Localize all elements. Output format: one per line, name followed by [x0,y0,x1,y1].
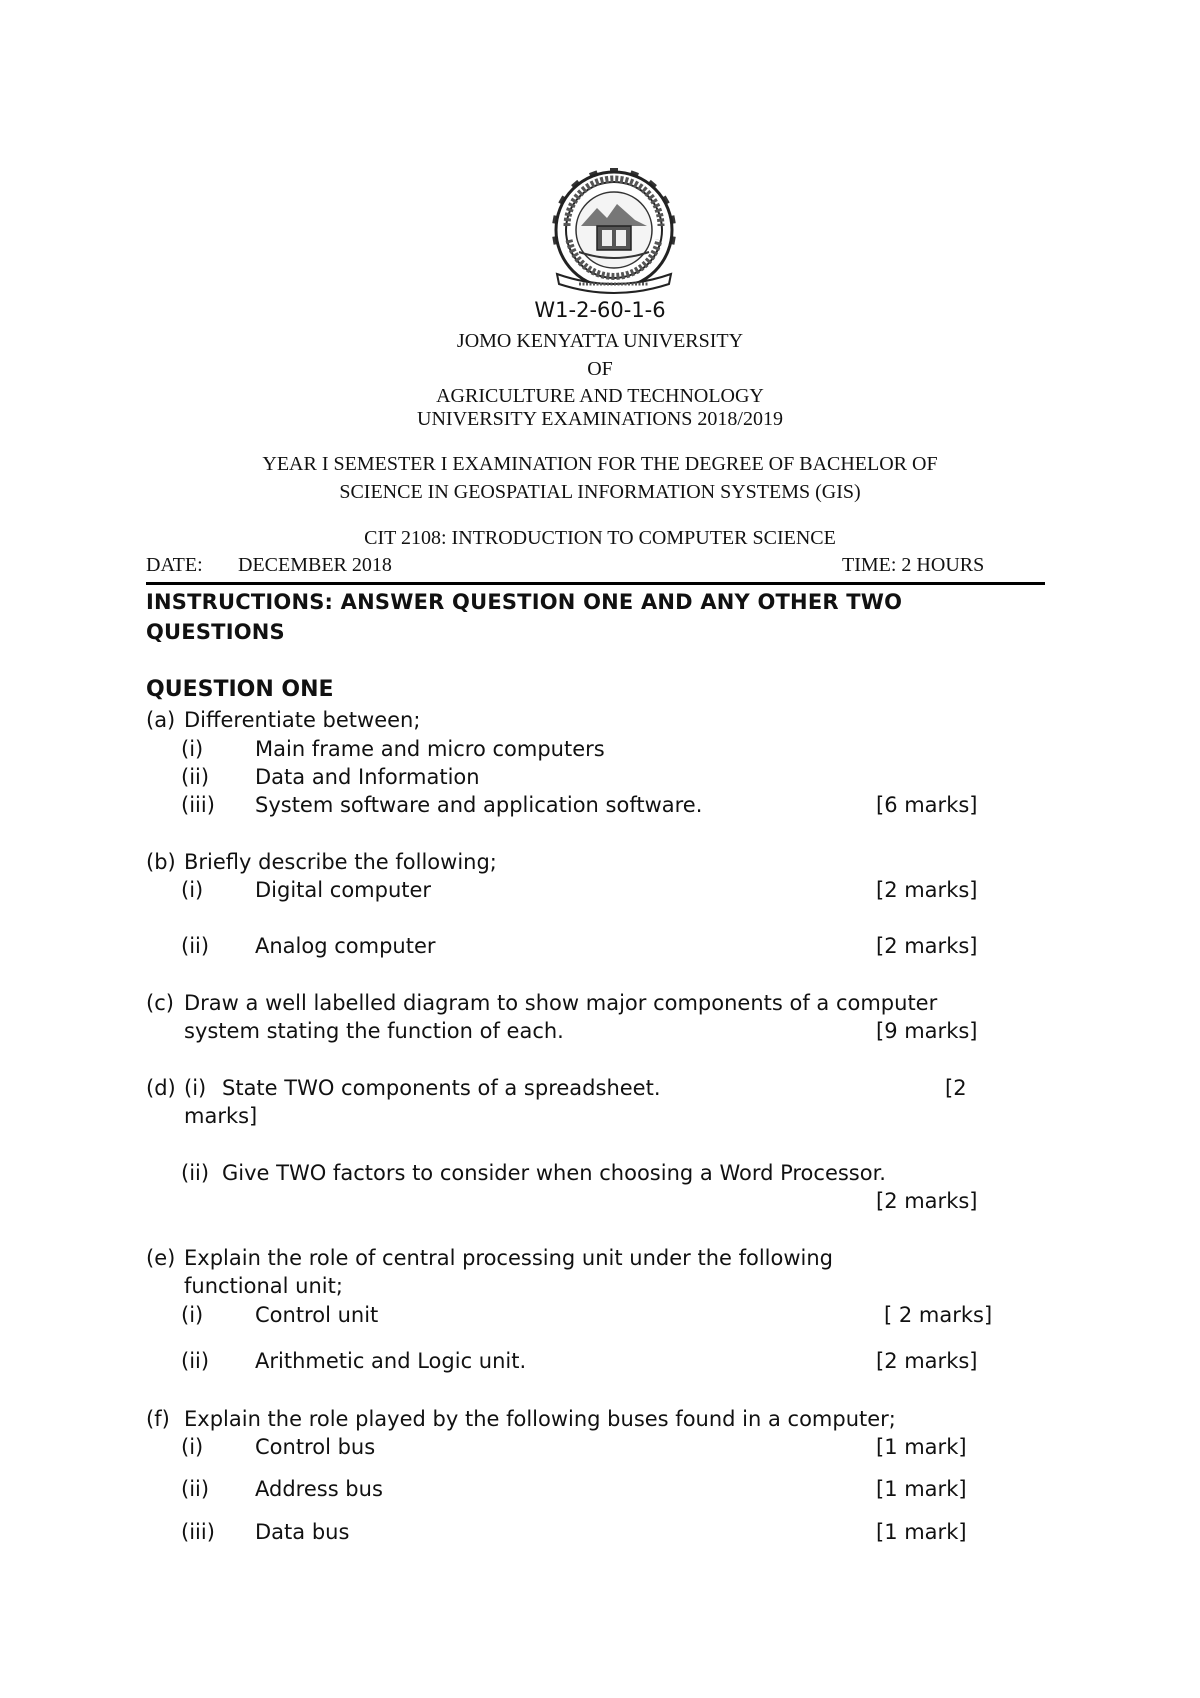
header-divider [146,582,1045,585]
part-b-i-marks: [2 marks] [876,878,978,902]
degree-line-1: YEAR I SEMESTER I EXAMINATION FOR THE DEGREE OF BACHELOR OF [262,453,938,475]
instructions: INSTRUCTIONS: ANSWER QUESTION ONE AND ANY OTHER TWO QUESTIONS [146,590,903,644]
degree-line-2: SCIENCE IN GEOSPATIAL INFORMATION SYSTEMS (GIS) [339,481,861,503]
date-value: DECEMBER 2018 [238,554,392,576]
part-a-label: (a) [146,708,176,732]
part-f-ii-num: (ii) [181,1477,210,1501]
part-a-iii-text: System software and application software. [255,793,703,817]
part-c-line-1: Draw a well labelled diagram to show major components of a computer [184,991,938,1015]
part-a-iii-num: (iii) [181,793,215,817]
part-f-label: (f) [146,1407,170,1431]
university-name-agriculture: AGRICULTURE AND TECHNOLOGY [436,385,764,407]
exam-duration: TIME: 2 HOURS [842,554,985,576]
part-f-i-text: Control bus [255,1435,376,1459]
part-e-line-1: Explain the role of central processing unit under the following [184,1246,834,1270]
part-d-i-marks-end: marks] [184,1104,258,1128]
part-b-i-num: (i) [181,878,204,902]
course-title: CIT 2108: INTRODUCTION TO COMPUTER SCIENCE [364,527,836,549]
part-c-label: (c) [146,991,174,1015]
part-e-label: (e) [146,1246,176,1270]
part-f-iii-text: Data bus [255,1520,350,1544]
part-d-ii-num: (ii) [181,1161,210,1185]
part-f-iii-marks: [1 mark] [876,1520,967,1544]
question-one-title: QUESTION ONE [146,677,334,702]
university-crest-icon [539,168,689,296]
part-b-ii-num: (ii) [181,934,210,958]
part-e-i-marks: [ 2 marks] [884,1303,993,1327]
part-e-line-2: functional unit; [184,1274,343,1298]
part-e-ii-marks: [2 marks] [876,1349,978,1373]
part-a-i-text: Main frame and micro computers [255,737,605,761]
paper-code: W1-2-60-1-6 [534,298,666,322]
part-b-text: Briefly describe the following; [184,850,497,874]
part-e-i-num: (i) [181,1303,204,1327]
part-f-iii-num: (iii) [181,1520,215,1544]
part-e-ii-text: Arithmetic and Logic unit. [255,1349,527,1373]
part-b-i-text: Digital computer [255,878,432,902]
part-c-marks: [9 marks] [876,1019,978,1043]
part-d-ii-marks: [2 marks] [876,1189,978,1213]
part-a-i-num: (i) [181,737,204,761]
part-b-label: (b) [146,850,176,874]
part-f-text: Explain the role played by the following buses found in a computer; [184,1407,896,1431]
part-c-line-2: system stating the function of each. [184,1019,564,1043]
university-name: JOMO KENYATTA UNIVERSITY [456,330,744,352]
date-label: DATE: [146,554,203,576]
part-f-ii-marks: [1 mark] [876,1477,967,1501]
part-f-i-num: (i) [181,1435,204,1459]
part-b-ii-marks: [2 marks] [876,934,978,958]
part-d-i-marks-start: [2 [945,1076,967,1100]
part-d-i-num: (i) [184,1076,207,1100]
part-d-ii-text: Give TWO factors to consider when choosing a Word Processor. [222,1161,886,1185]
part-a-text: Differentiate between; [184,708,421,732]
part-a-ii-text: Data and Information [255,765,480,789]
exam-session: UNIVERSITY EXAMINATIONS 2018/2019 [417,408,783,430]
part-e-ii-num: (ii) [181,1349,210,1373]
part-f-ii-text: Address bus [255,1477,383,1501]
part-e-i-text: Control unit [255,1303,379,1327]
part-d-i-text: State TWO components of a spreadsheet. [222,1076,661,1100]
part-a-ii-num: (ii) [181,765,210,789]
university-name-of: OF [587,358,613,380]
part-f-i-marks: [1 mark] [876,1435,967,1459]
part-b-ii-text: Analog computer [255,934,436,958]
part-d-label: (d) [146,1076,176,1100]
part-a-marks: [6 marks] [876,793,978,817]
